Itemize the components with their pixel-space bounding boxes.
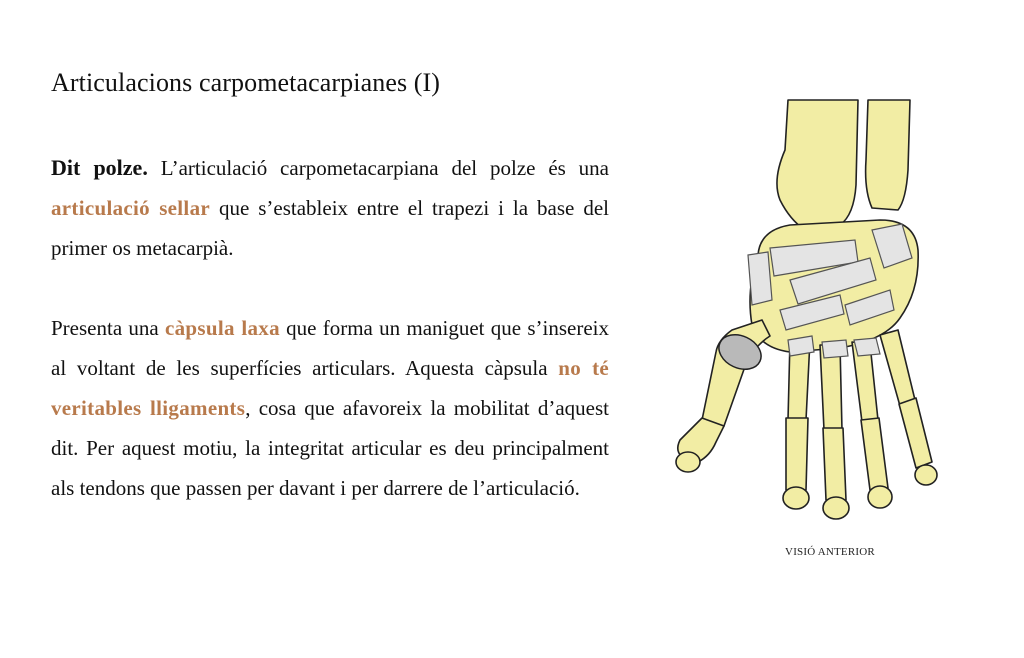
metacarpal-5 <box>880 330 915 406</box>
finger-3 <box>823 428 846 500</box>
text-span: L’articulació carpometacarpiana del polze és una <box>147 156 610 180</box>
fingertip-4 <box>868 486 892 508</box>
body-text <box>51 148 609 508</box>
page-title: Articulacions carpometacarpianes (I) <box>51 68 441 97</box>
figure-caption: VISIÓ ANTERIOR <box>785 546 875 558</box>
text-span: que forma un maniguet que s’insereix al voltant de les superfícies articulars. Aquesta càpsula <box>51 316 609 380</box>
ulna-bone <box>866 100 910 210</box>
hand-illustration <box>640 90 940 535</box>
paragraph-capsule <box>51 308 609 508</box>
hand-anatomy-drawing <box>640 90 940 535</box>
highlight-no-ligaments: no té veritables lligaments <box>51 356 610 420</box>
ligament-band-1 <box>748 252 772 305</box>
radius-bone <box>777 100 858 235</box>
lead-thumb: Dit polze. <box>51 155 148 180</box>
text-span: , cosa que afavoreix la mobilitat d’aquest dit. Per aquest motiu, la integritat articular es deu principalment als tendons que passen per davant i per darrere de l’articulació. <box>51 396 609 500</box>
fingertip-3 <box>823 497 849 519</box>
thumb-tip <box>676 452 700 472</box>
text-span: Presenta una <box>51 316 165 340</box>
text-span: que s’estableix entre el trapezi i la base del primer os metacarpià. <box>51 196 609 260</box>
fingertip-2 <box>783 487 809 509</box>
finger-4 <box>861 418 888 490</box>
ligament-band-8 <box>822 340 848 358</box>
fingertip-5 <box>915 465 937 485</box>
finger-5 <box>899 398 932 468</box>
highlight-lax-capsule: càpsula laxa <box>164 316 280 340</box>
highlight-saddle-joint: articulació sellar <box>51 196 210 220</box>
ligament-band-9 <box>854 338 880 356</box>
paragraph-thumb-joint <box>51 148 609 268</box>
ligament-band-7 <box>788 336 814 356</box>
finger-2 <box>786 418 808 490</box>
